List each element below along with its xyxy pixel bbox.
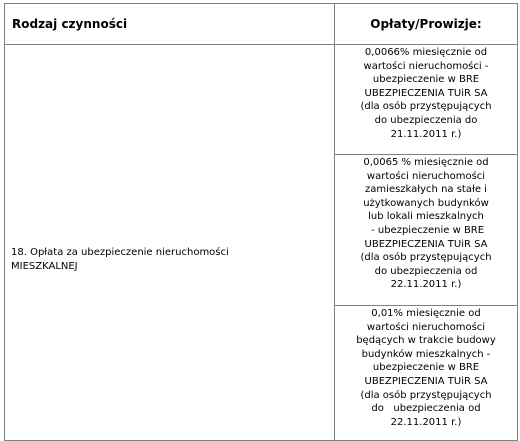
- fee-cell-3: [335, 306, 518, 441]
- fee-3-line: wartości nieruchomości: [366, 321, 486, 333]
- fee-2-line: do ubezpieczenia od: [374, 265, 478, 277]
- fee-cell-1: [335, 45, 518, 155]
- row-label-line-2: MIESZKALNEJ: [11, 260, 78, 272]
- table-row: [5, 45, 518, 155]
- fee-2-line: (dla osób przystępujących: [360, 252, 492, 264]
- header-row: [5, 4, 518, 45]
- fee-3-line: UBEZPIECZENIA TUiR SA: [364, 375, 488, 387]
- fee-2-line: użytkowanych budynków: [363, 197, 489, 209]
- fee-2-line: 22.11.2011 r.): [390, 279, 462, 291]
- header-activity-type: Rodzaj czynności: [5, 4, 335, 45]
- fee-1-line: UBEZPIECZENIA TUiR SA: [364, 87, 488, 99]
- header-fees: Opłaty/Prowizje:: [335, 4, 518, 45]
- fee-2-line: UBEZPIECZENIA TUiR SA: [364, 238, 488, 250]
- fee-3-line: ubezpieczenie w BRE: [372, 362, 480, 374]
- fee-3-line: do ubezpieczenia od: [371, 403, 481, 415]
- fee-2-line: 0,0065 % miesięcznie od: [363, 157, 489, 168]
- fee-1-line: 21.11.2011 r.): [390, 128, 462, 140]
- fee-3-line: (dla osób przystępujących: [360, 389, 492, 401]
- fee-2-line: zamieszkałych na stałe i: [365, 184, 487, 196]
- fee-1-line: wartości nieruchomości -: [363, 60, 489, 72]
- fee-1-line: ubezpieczenie w BRE: [372, 74, 480, 86]
- fee-2-line: wartości nieruchomości: [366, 170, 486, 182]
- fee-3-line: 22.11.2011 r.): [390, 416, 462, 428]
- fee-2-line: - ubezpieczenie w BRE: [367, 224, 485, 236]
- fee-3-line: będących w trakcie budowy: [356, 335, 496, 347]
- fee-1-line: do ubezpieczenia do: [374, 114, 478, 126]
- fee-3-line: 0,01% miesięcznie od: [371, 308, 481, 319]
- fee-cell-2: [335, 155, 518, 306]
- fee-3-line: budynków mieszkalnych -: [361, 348, 491, 360]
- fee-2-line: lub lokali mieszkalnych: [368, 211, 484, 223]
- row-label: [5, 45, 335, 441]
- fee-1-line: 0,0066% miesięcznie od: [364, 47, 488, 58]
- row-label-line-1: 18. Opłata za ubezpieczenie nieruchomości: [11, 246, 229, 258]
- fee-1-line: (dla osób przystępujących: [360, 101, 492, 113]
- fees-table: [4, 3, 518, 441]
